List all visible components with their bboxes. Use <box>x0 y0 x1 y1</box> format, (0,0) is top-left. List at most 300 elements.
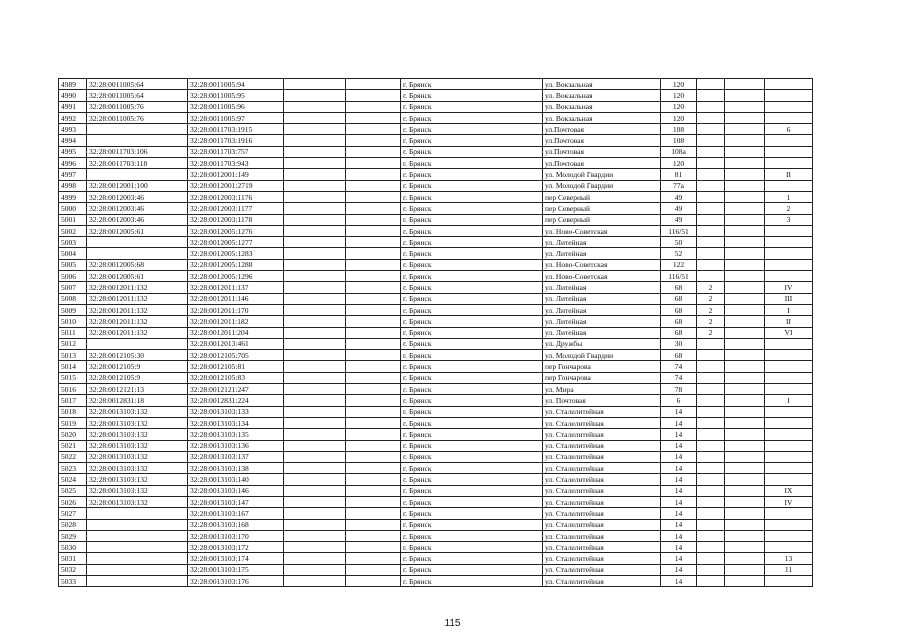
blank-col-c-cell <box>725 158 765 169</box>
house-number-cell: 120 <box>661 158 697 169</box>
blank-col-a-cell <box>284 248 346 259</box>
street-cell: ул. Вокзальная <box>543 112 661 123</box>
extra-number-cell: 2 <box>697 316 725 327</box>
house-number-cell: 49 <box>661 214 697 225</box>
blank-col-c-cell <box>725 372 765 383</box>
extra-number-cell <box>697 496 725 507</box>
house-number-cell: 120 <box>661 112 697 123</box>
street-cell: ул. Литейная <box>543 304 661 315</box>
blank-col-a-cell <box>284 237 346 248</box>
city-cell: г. Брянск <box>401 474 543 485</box>
blank-col-b-cell <box>346 406 401 417</box>
extra-number-cell <box>697 225 725 236</box>
row-number-cell: 4991 <box>59 101 87 112</box>
unit-note-cell <box>765 112 813 123</box>
unit-note-cell: 2 <box>765 203 813 214</box>
parent-cadastral-number-cell <box>87 553 188 564</box>
house-number-cell: 14 <box>661 485 697 496</box>
cadastral-number-cell: 32:28:0012003:1176 <box>188 191 284 202</box>
cadastral-number-cell: 32:28:0012105:83 <box>188 372 284 383</box>
unit-note-cell <box>765 180 813 191</box>
row-number-cell: 5021 <box>59 440 87 451</box>
cadastral-number-cell: 32:28:0013103:172 <box>188 542 284 553</box>
parent-cadastral-number-cell <box>87 248 188 259</box>
extra-number-cell <box>697 485 725 496</box>
house-number-cell: 14 <box>661 429 697 440</box>
extra-number-cell <box>697 271 725 282</box>
street-cell: ул. Сталелитейная <box>543 406 661 417</box>
row-number-cell: 4995 <box>59 146 87 157</box>
extra-number-cell <box>697 112 725 123</box>
street-cell: ул. Сталелитейная <box>543 564 661 575</box>
house-number-cell: 14 <box>661 496 697 507</box>
city-cell: г. Брянск <box>401 90 543 101</box>
table-row <box>59 576 813 587</box>
extra-number-cell <box>697 384 725 395</box>
blank-col-b-cell <box>346 293 401 304</box>
table-row <box>59 271 813 282</box>
parent-cadastral-number-cell: 32:28:0011703:106 <box>87 146 188 157</box>
blank-col-b-cell <box>346 496 401 507</box>
blank-col-a-cell <box>284 124 346 135</box>
row-number-cell: 5027 <box>59 508 87 519</box>
unit-note-cell <box>765 417 813 428</box>
table-row <box>59 508 813 519</box>
city-cell: г. Брянск <box>401 384 543 395</box>
row-number-cell: 5009 <box>59 304 87 315</box>
city-cell: г. Брянск <box>401 530 543 541</box>
parent-cadastral-number-cell: 32:28:0012003:46 <box>87 191 188 202</box>
street-cell: ул. Литейная <box>543 237 661 248</box>
blank-col-c-cell <box>725 304 765 315</box>
house-number-cell: 14 <box>661 406 697 417</box>
table-row <box>59 169 813 180</box>
unit-note-cell: 13 <box>765 553 813 564</box>
row-number-cell: 4999 <box>59 191 87 202</box>
blank-col-c-cell <box>725 474 765 485</box>
street-cell: ул. Молодой Гвардии <box>543 350 661 361</box>
extra-number-cell <box>697 338 725 349</box>
house-number-cell: 49 <box>661 203 697 214</box>
parent-cadastral-number-cell <box>87 530 188 541</box>
extra-number-cell <box>697 372 725 383</box>
unit-note-cell: IV <box>765 496 813 507</box>
table-row <box>59 361 813 372</box>
city-cell: г. Брянск <box>401 519 543 530</box>
blank-col-c-cell <box>725 191 765 202</box>
row-number-cell: 5008 <box>59 293 87 304</box>
street-cell: ул. Молодой Гвардии <box>543 180 661 191</box>
blank-col-b-cell <box>346 440 401 451</box>
extra-number-cell <box>697 180 725 191</box>
cadastral-number-cell: 32:28:0013103:133 <box>188 406 284 417</box>
extra-number-cell: 2 <box>697 304 725 315</box>
house-number-cell: 68 <box>661 350 697 361</box>
street-cell: пер Гончарова <box>543 372 661 383</box>
city-cell: г. Брянск <box>401 485 543 496</box>
city-cell: г. Брянск <box>401 395 543 406</box>
house-number-cell: 68 <box>661 282 697 293</box>
blank-col-b-cell <box>346 180 401 191</box>
row-number-cell: 5018 <box>59 406 87 417</box>
street-cell: ул.Почтовая <box>543 124 661 135</box>
blank-col-c-cell <box>725 90 765 101</box>
street-cell: ул. Молодой Гвардии <box>543 169 661 180</box>
city-cell: г. Брянск <box>401 361 543 372</box>
blank-col-b-cell <box>346 304 401 315</box>
table-row <box>59 237 813 248</box>
blank-col-c-cell <box>725 338 765 349</box>
row-number-cell: 5020 <box>59 429 87 440</box>
parent-cadastral-number-cell: 32:28:0012121:13 <box>87 384 188 395</box>
extra-number-cell <box>697 406 725 417</box>
parent-cadastral-number-cell: 32:28:0012011:132 <box>87 316 188 327</box>
blank-col-b-cell <box>346 361 401 372</box>
unit-note-cell: 11 <box>765 564 813 575</box>
cadastral-number-cell: 32:28:0013103:146 <box>188 485 284 496</box>
unit-note-cell: I <box>765 304 813 315</box>
street-cell: ул. Сталелитейная <box>543 496 661 507</box>
blank-col-a-cell <box>284 372 346 383</box>
table-row <box>59 101 813 112</box>
row-number-cell: 5004 <box>59 248 87 259</box>
unit-note-cell <box>765 259 813 270</box>
city-cell: г. Брянск <box>401 282 543 293</box>
city-cell: г. Брянск <box>401 79 543 90</box>
city-cell: г. Брянск <box>401 440 543 451</box>
row-number-cell: 5010 <box>59 316 87 327</box>
blank-col-b-cell <box>346 463 401 474</box>
city-cell: г. Брянск <box>401 304 543 315</box>
extra-number-cell <box>697 146 725 157</box>
blank-col-c-cell <box>725 203 765 214</box>
cadastral-number-cell: 32:28:0012105:81 <box>188 361 284 372</box>
city-cell: г. Брянск <box>401 214 543 225</box>
house-number-cell: 108а <box>661 146 697 157</box>
street-cell: пер Северный <box>543 191 661 202</box>
house-number-cell: 116/51 <box>661 225 697 236</box>
row-number-cell: 5012 <box>59 338 87 349</box>
parent-cadastral-number-cell <box>87 124 188 135</box>
unit-note-cell <box>765 225 813 236</box>
blank-col-c-cell <box>725 79 765 90</box>
blank-col-b-cell <box>346 271 401 282</box>
blank-col-b-cell <box>346 327 401 338</box>
house-number-cell: 14 <box>661 440 697 451</box>
blank-col-b-cell <box>346 112 401 123</box>
blank-col-a-cell <box>284 158 346 169</box>
row-number-cell: 5028 <box>59 519 87 530</box>
street-cell: ул. Сталелитейная <box>543 474 661 485</box>
blank-col-a-cell <box>284 384 346 395</box>
house-number-cell: 120 <box>661 101 697 112</box>
table-row <box>59 112 813 123</box>
blank-col-a-cell <box>284 542 346 553</box>
row-number-cell: 5019 <box>59 417 87 428</box>
row-number-cell: 5001 <box>59 214 87 225</box>
extra-number-cell <box>697 530 725 541</box>
blank-col-a-cell <box>284 406 346 417</box>
unit-note-cell <box>765 542 813 553</box>
unit-note-cell <box>765 474 813 485</box>
cadastral-number-cell: 32:28:0013103:135 <box>188 429 284 440</box>
house-number-cell: 120 <box>661 90 697 101</box>
extra-number-cell <box>697 508 725 519</box>
blank-col-a-cell <box>284 112 346 123</box>
blank-col-c-cell <box>725 112 765 123</box>
blank-col-c-cell <box>725 384 765 395</box>
row-number-cell: 4994 <box>59 135 87 146</box>
street-cell: ул. Сталелитейная <box>543 451 661 462</box>
blank-col-c-cell <box>725 406 765 417</box>
city-cell: г. Брянск <box>401 112 543 123</box>
blank-col-c-cell <box>725 225 765 236</box>
cadastral-number-cell: 32:28:0013103:136 <box>188 440 284 451</box>
parent-cadastral-number-cell: 32:28:0012001:100 <box>87 180 188 191</box>
blank-col-a-cell <box>284 316 346 327</box>
blank-col-c-cell <box>725 271 765 282</box>
street-cell: ул. Почтовая <box>543 395 661 406</box>
table-row <box>59 519 813 530</box>
blank-col-a-cell <box>284 463 346 474</box>
house-number-cell: 14 <box>661 519 697 530</box>
city-cell: г. Брянск <box>401 259 543 270</box>
table-row <box>59 327 813 338</box>
table-row <box>59 564 813 575</box>
table-row <box>59 191 813 202</box>
blank-col-c-cell <box>725 327 765 338</box>
table-row <box>59 79 813 90</box>
city-cell: г. Брянск <box>401 327 543 338</box>
city-cell: г. Брянск <box>401 338 543 349</box>
table-row <box>59 338 813 349</box>
street-cell: ул. Мира <box>543 384 661 395</box>
table-row <box>59 406 813 417</box>
blank-col-a-cell <box>284 259 346 270</box>
register-table <box>58 78 813 587</box>
city-cell: г. Брянск <box>401 237 543 248</box>
blank-col-a-cell <box>284 395 346 406</box>
city-cell: г. Брянск <box>401 564 543 575</box>
street-cell: ул. Литейная <box>543 248 661 259</box>
table-row <box>59 90 813 101</box>
blank-col-c-cell <box>725 248 765 259</box>
cadastral-number-cell: 32:28:0012003:1178 <box>188 214 284 225</box>
row-number-cell: 5032 <box>59 564 87 575</box>
street-cell: ул. Сталелитейная <box>543 429 661 440</box>
extra-number-cell <box>697 553 725 564</box>
city-cell: г. Брянск <box>401 191 543 202</box>
house-number-cell: 14 <box>661 474 697 485</box>
city-cell: г. Брянск <box>401 417 543 428</box>
row-number-cell: 5015 <box>59 372 87 383</box>
blank-col-a-cell <box>284 79 346 90</box>
blank-col-a-cell <box>284 214 346 225</box>
parent-cadastral-number-cell <box>87 542 188 553</box>
table-row <box>59 124 813 135</box>
cadastral-number-cell: 32:28:0013103:167 <box>188 508 284 519</box>
unit-note-cell <box>765 576 813 587</box>
parent-cadastral-number-cell: 32:28:0011005:64 <box>87 90 188 101</box>
house-number-cell: 74 <box>661 372 697 383</box>
blank-col-c-cell <box>725 169 765 180</box>
extra-number-cell <box>697 90 725 101</box>
table-row <box>59 158 813 169</box>
unit-note-cell <box>765 508 813 519</box>
cadastral-number-cell: 32:28:0012011:182 <box>188 316 284 327</box>
table-row <box>59 180 813 191</box>
table-row <box>59 530 813 541</box>
unit-note-cell <box>765 440 813 451</box>
house-number-cell: 68 <box>661 293 697 304</box>
table-row <box>59 248 813 259</box>
blank-col-b-cell <box>346 259 401 270</box>
cadastral-number-cell: 32:28:0013103:134 <box>188 417 284 428</box>
blank-col-c-cell <box>725 496 765 507</box>
parent-cadastral-number-cell: 32:28:0013103:132 <box>87 417 188 428</box>
table-row <box>59 440 813 451</box>
blank-col-a-cell <box>284 169 346 180</box>
parent-cadastral-number-cell: 32:28:0012831:18 <box>87 395 188 406</box>
blank-col-b-cell <box>346 169 401 180</box>
city-cell: г. Брянск <box>401 508 543 519</box>
extra-number-cell <box>697 101 725 112</box>
street-cell: ул. Вокзальная <box>543 101 661 112</box>
blank-col-c-cell <box>725 135 765 146</box>
parent-cadastral-number-cell: 32:28:0011005:64 <box>87 79 188 90</box>
blank-col-b-cell <box>346 146 401 157</box>
extra-number-cell <box>697 79 725 90</box>
street-cell: ул. Ново-Советская <box>543 259 661 270</box>
table-row <box>59 384 813 395</box>
cadastral-number-cell: 32:28:0012105:705 <box>188 350 284 361</box>
city-cell: г. Брянск <box>401 553 543 564</box>
city-cell: г. Брянск <box>401 146 543 157</box>
parent-cadastral-number-cell: 32:28:0012105:30 <box>87 350 188 361</box>
blank-col-c-cell <box>725 316 765 327</box>
blank-col-c-cell <box>725 564 765 575</box>
blank-col-a-cell <box>284 474 346 485</box>
blank-col-c-cell <box>725 463 765 474</box>
house-number-cell: 77а <box>661 180 697 191</box>
blank-col-a-cell <box>284 451 346 462</box>
parent-cadastral-number-cell: 32:28:0012105:9 <box>87 372 188 383</box>
parent-cadastral-number-cell <box>87 169 188 180</box>
page-number: 115 <box>444 618 461 629</box>
street-cell: ул. Сталелитейная <box>543 440 661 451</box>
row-number-cell: 5011 <box>59 327 87 338</box>
cadastral-number-cell: 32:28:0011703:1916 <box>188 135 284 146</box>
street-cell: ул. Литейная <box>543 293 661 304</box>
blank-col-a-cell <box>284 135 346 146</box>
house-number-cell: 14 <box>661 417 697 428</box>
blank-col-c-cell <box>725 293 765 304</box>
blank-col-a-cell <box>284 530 346 541</box>
cadastral-number-cell: 32:28:0013103:175 <box>188 564 284 575</box>
parent-cadastral-number-cell: 32:28:0013103:132 <box>87 485 188 496</box>
blank-col-b-cell <box>346 508 401 519</box>
table-row <box>59 542 813 553</box>
unit-note-cell <box>765 384 813 395</box>
extra-number-cell <box>697 463 725 474</box>
extra-number-cell <box>697 429 725 440</box>
blank-col-a-cell <box>284 350 346 361</box>
blank-col-a-cell <box>284 429 346 440</box>
table-row <box>59 429 813 440</box>
unit-note-cell <box>765 519 813 530</box>
city-cell: г. Брянск <box>401 463 543 474</box>
city-cell: г. Брянск <box>401 576 543 587</box>
house-number-cell: 14 <box>661 530 697 541</box>
blank-col-b-cell <box>346 237 401 248</box>
house-number-cell: 14 <box>661 508 697 519</box>
parent-cadastral-number-cell: 32:28:0012011:132 <box>87 282 188 293</box>
house-number-cell: 50 <box>661 237 697 248</box>
extra-number-cell <box>697 237 725 248</box>
cadastral-number-cell: 32:28:0011005:96 <box>188 101 284 112</box>
blank-col-c-cell <box>725 395 765 406</box>
extra-number-cell <box>697 169 725 180</box>
city-cell: г. Брянск <box>401 158 543 169</box>
city-cell: г. Брянск <box>401 293 543 304</box>
blank-col-a-cell <box>284 191 346 202</box>
street-cell: ул. Литейная <box>543 316 661 327</box>
extra-number-cell <box>697 214 725 225</box>
table-row <box>59 372 813 383</box>
blank-col-c-cell <box>725 124 765 135</box>
unit-note-cell <box>765 406 813 417</box>
blank-col-b-cell <box>346 429 401 440</box>
city-cell: г. Брянск <box>401 350 543 361</box>
cadastral-number-cell: 32:28:0012005:1277 <box>188 237 284 248</box>
unit-note-cell: 6 <box>765 124 813 135</box>
blank-col-c-cell <box>725 519 765 530</box>
parent-cadastral-number-cell: 32:28:0011703:118 <box>87 158 188 169</box>
blank-col-b-cell <box>346 203 401 214</box>
blank-col-a-cell <box>284 327 346 338</box>
blank-col-a-cell <box>284 304 346 315</box>
row-number-cell: 4989 <box>59 79 87 90</box>
blank-col-c-cell <box>725 417 765 428</box>
street-cell: ул. Сталелитейная <box>543 485 661 496</box>
cadastral-number-cell: 32:28:0013103:138 <box>188 463 284 474</box>
blank-col-b-cell <box>346 530 401 541</box>
unit-note-cell <box>765 451 813 462</box>
table-row <box>59 282 813 293</box>
row-number-cell: 5013 <box>59 350 87 361</box>
extra-number-cell: 2 <box>697 293 725 304</box>
street-cell: ул. Вокзальная <box>543 90 661 101</box>
city-cell: г. Брянск <box>401 316 543 327</box>
parent-cadastral-number-cell: 32:28:0012003:46 <box>87 203 188 214</box>
cadastral-number-cell: 32:28:0012013:461 <box>188 338 284 349</box>
cadastral-number-cell: 32:28:0011005:97 <box>188 112 284 123</box>
cadastral-number-cell: 32:28:0012011:204 <box>188 327 284 338</box>
table-row <box>59 485 813 496</box>
parent-cadastral-number-cell: 32:28:0013103:132 <box>87 406 188 417</box>
row-number-cell: 5029 <box>59 530 87 541</box>
blank-col-b-cell <box>346 90 401 101</box>
parent-cadastral-number-cell: 32:28:0012005:61 <box>87 271 188 282</box>
street-cell: ул.Почтовая <box>543 158 661 169</box>
blank-col-c-cell <box>725 440 765 451</box>
blank-col-b-cell <box>346 576 401 587</box>
street-cell: ул. Ново-Советская <box>543 271 661 282</box>
blank-col-b-cell <box>346 451 401 462</box>
extra-number-cell <box>697 135 725 146</box>
house-number-cell: 6 <box>661 395 697 406</box>
table-row <box>59 451 813 462</box>
